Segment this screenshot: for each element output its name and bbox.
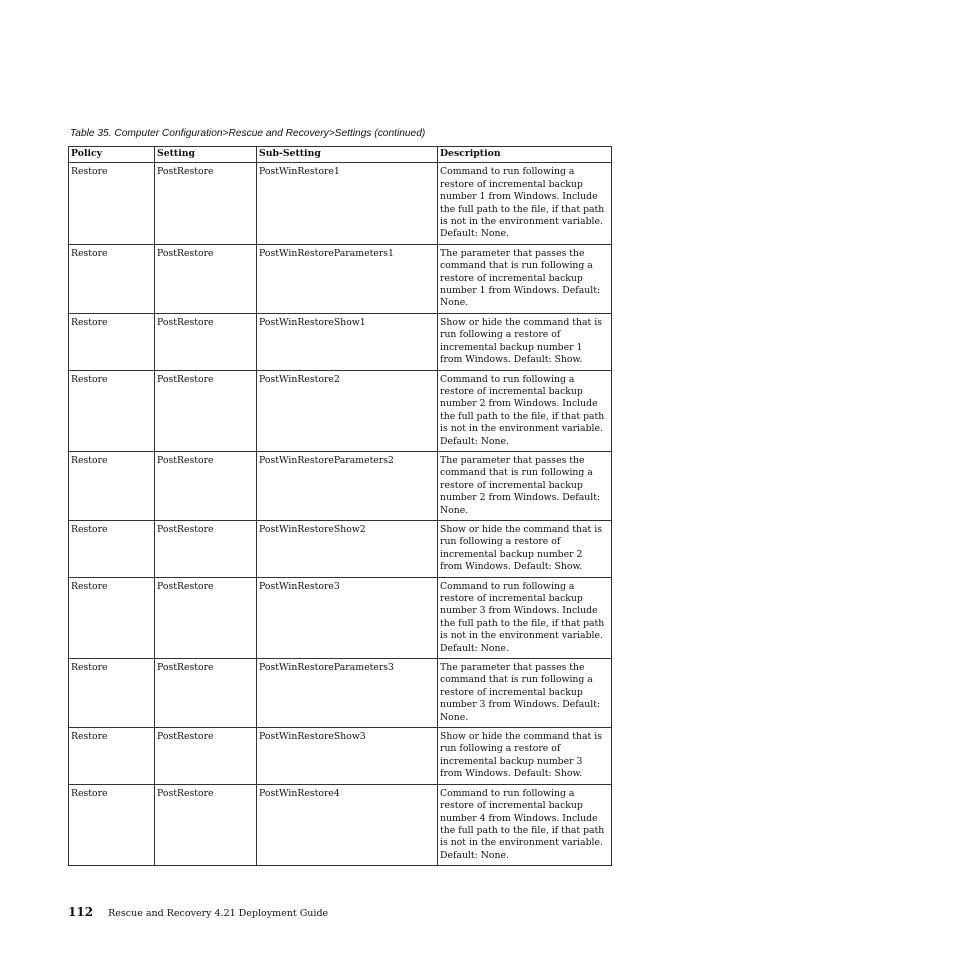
cell-policy: Restore (69, 520, 155, 577)
header-policy: Policy (69, 147, 155, 163)
cell-policy: Restore (69, 244, 155, 313)
cell-description: Show or hide the command that is run following a restore of incremental backup number 1 from Windows. Default: Show. (438, 313, 612, 370)
cell-description: Command to run following a restore of incremental backup number 3 from Windows. Include the full path to the file, if that path is not in the environment variable. Default: None. (438, 577, 612, 658)
cell-description: Command to run following a restore of incremental backup number 2 from Windows. Include the full path to the file, if that path is not in the environment variable. Default: None. (438, 370, 612, 451)
cell-policy: Restore (69, 313, 155, 370)
cell-setting: PostRestore (155, 313, 257, 370)
table-row (69, 370, 612, 451)
header-setting: Setting (155, 147, 257, 163)
cell-setting: PostRestore (155, 659, 257, 728)
cell-policy: Restore (69, 728, 155, 785)
cell-description: The parameter that passes the command that is run following a restore of incremental backup number 1 from Windows. Default: None. (438, 244, 612, 313)
cell-sub-setting: PostWinRestoreParameters3 (257, 659, 438, 728)
table-header-row (69, 147, 612, 163)
cell-description: The parameter that passes the command that is run following a restore of incremental backup number 2 from Windows. Default: None. (438, 451, 612, 520)
cell-description: Show or hide the command that is run following a restore of incremental backup number 3 from Windows. Default: Show. (438, 728, 612, 785)
cell-sub-setting: PostWinRestoreShow3 (257, 728, 438, 785)
cell-sub-setting: PostWinRestore3 (257, 577, 438, 658)
cell-description: Command to run following a restore of incremental backup number 1 from Windows. Include the full path to the file, if that path is not in the environment variable. Default: None. (438, 163, 612, 244)
table-row (69, 577, 612, 658)
cell-policy: Restore (69, 370, 155, 451)
cell-setting: PostRestore (155, 244, 257, 313)
cell-policy: Restore (69, 784, 155, 865)
cell-sub-setting: PostWinRestoreShow2 (257, 520, 438, 577)
cell-setting: PostRestore (155, 728, 257, 785)
table-row (69, 313, 612, 370)
cell-sub-setting: PostWinRestore1 (257, 163, 438, 244)
cell-policy: Restore (69, 577, 155, 658)
cell-setting: PostRestore (155, 577, 257, 658)
cell-policy: Restore (69, 451, 155, 520)
cell-description: Command to run following a restore of incremental backup number 4 from Windows. Include the full path to the file, if that path is not in the environment variable. Default: None. (438, 784, 612, 865)
settings-table (68, 146, 612, 866)
cell-policy: Restore (69, 163, 155, 244)
header-sub-setting: Sub-Setting (257, 147, 438, 163)
cell-setting: PostRestore (155, 370, 257, 451)
page-footer (68, 901, 328, 920)
cell-description: The parameter that passes the command that is run following a restore of incremental backup number 3 from Windows. Default: None. (438, 659, 612, 728)
cell-sub-setting: PostWinRestoreParameters1 (257, 244, 438, 313)
table-row (69, 244, 612, 313)
cell-sub-setting: PostWinRestoreShow1 (257, 313, 438, 370)
table-row (69, 163, 612, 244)
cell-sub-setting: PostWinRestore2 (257, 370, 438, 451)
document-title: Rescue and Recovery 4.21 Deployment Guide (108, 908, 329, 919)
table-row (69, 728, 612, 785)
cell-setting: PostRestore (155, 520, 257, 577)
cell-description: Show or hide the command that is run following a restore of incremental backup number 2 from Windows. Default: Show. (438, 520, 612, 577)
header-description: Description (438, 147, 612, 163)
cell-setting: PostRestore (155, 451, 257, 520)
cell-policy: Restore (69, 659, 155, 728)
table-row (69, 784, 612, 865)
table-row (69, 451, 612, 520)
page-number: 112 (68, 905, 94, 919)
table-row (69, 659, 612, 728)
cell-sub-setting: PostWinRestoreParameters2 (257, 451, 438, 520)
cell-setting: PostRestore (155, 784, 257, 865)
table-caption: Table 35. Computer Configuration>Rescue and Recovery>Settings (continued) (70, 128, 426, 139)
table-row (69, 520, 612, 577)
cell-sub-setting: PostWinRestore4 (257, 784, 438, 865)
cell-setting: PostRestore (155, 163, 257, 244)
